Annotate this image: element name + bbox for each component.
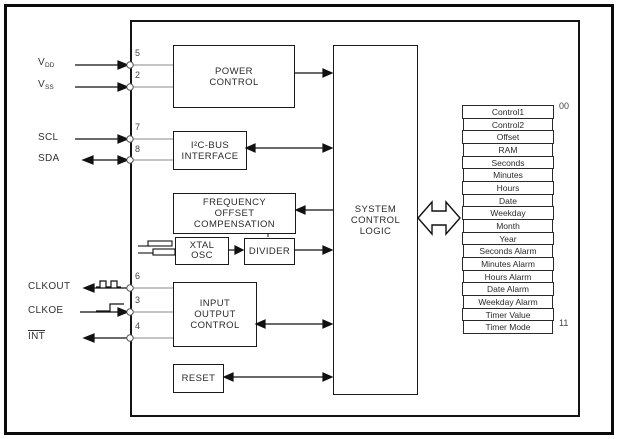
pin-number-clkout: 6 bbox=[135, 271, 141, 281]
register-row: Minutes Alarm bbox=[462, 257, 554, 271]
pin-number-vdd: 5 bbox=[135, 48, 141, 58]
register-row: Offset bbox=[462, 130, 554, 144]
pin-number-sda: 8 bbox=[135, 144, 141, 154]
register-row: Control2 bbox=[463, 118, 553, 132]
reset-block bbox=[173, 364, 224, 393]
frequency-offset-compensation-block bbox=[173, 193, 296, 234]
register-address-first: 00 bbox=[559, 101, 570, 111]
block-label: XTAL bbox=[189, 240, 215, 251]
register-row: RAM bbox=[463, 143, 553, 157]
register-row: Hours bbox=[462, 181, 554, 195]
block-label: OUTPUT bbox=[194, 309, 236, 320]
block-label: COMPENSATION bbox=[193, 219, 276, 230]
input-output-control-block bbox=[173, 282, 257, 347]
pin-label-sda: SDA bbox=[38, 153, 60, 164]
register-row: Control1 bbox=[462, 105, 554, 119]
register-row: Timer Mode bbox=[463, 320, 553, 334]
register-row: Month bbox=[463, 219, 553, 233]
block-label: INPUT bbox=[199, 298, 231, 309]
pin-number-scl: 7 bbox=[135, 122, 141, 132]
block-label: I²C-BUS bbox=[190, 139, 230, 151]
i2c-bus-interface-block bbox=[173, 131, 247, 170]
block-label: OSC bbox=[191, 250, 213, 261]
register-row: Hours Alarm bbox=[463, 270, 553, 284]
pin-label-clkoe: CLKOE bbox=[28, 305, 64, 316]
register-row: Minutes bbox=[463, 168, 553, 182]
block-label: CONTROL bbox=[209, 76, 259, 88]
pin-label-vdd: $V_{DD}$ bbox=[38, 57, 55, 69]
block-label: LOGIC bbox=[359, 225, 392, 237]
power-control-block bbox=[173, 45, 295, 108]
register-row: Date Alarm bbox=[462, 282, 554, 296]
system-control-logic-block bbox=[333, 45, 418, 395]
block-label: CONTROL bbox=[190, 320, 240, 331]
register-row: Weekday bbox=[462, 206, 554, 220]
block-label: DIVIDER bbox=[248, 246, 291, 257]
register-address-last: 11 bbox=[559, 318, 569, 328]
divider-block bbox=[244, 238, 295, 265]
pin-number-vss: 2 bbox=[135, 70, 141, 80]
pin-number-clkoe: 3 bbox=[135, 295, 141, 305]
block-label: RESET bbox=[181, 373, 216, 384]
block-label: OFFSET bbox=[214, 208, 255, 219]
register-row: Seconds bbox=[462, 156, 554, 170]
register-row: Weekday Alarm bbox=[463, 295, 553, 309]
register-row: Seconds Alarm bbox=[463, 244, 553, 258]
block-label: FREQUENCY bbox=[202, 197, 267, 208]
block-label: INTERFACE bbox=[181, 150, 239, 162]
register-row: Year bbox=[462, 232, 554, 246]
register-file-table bbox=[462, 105, 554, 334]
block-label: SYSTEM bbox=[354, 203, 397, 215]
pin-label-scl: SCL bbox=[38, 132, 59, 143]
register-row: Date bbox=[463, 194, 553, 208]
block-label: CONTROL bbox=[350, 214, 401, 226]
pin-label-vss: $V_{SS}$ bbox=[38, 79, 54, 91]
pin-label-int: $\overline{INT}$ bbox=[28, 331, 46, 342]
pin-number-int: 4 bbox=[135, 321, 141, 331]
xtal-osc-block bbox=[175, 237, 229, 265]
block-label: POWER bbox=[215, 65, 253, 77]
register-row: Timer Value bbox=[462, 308, 554, 322]
pin-label-clkout: CLKOUT bbox=[28, 281, 71, 292]
